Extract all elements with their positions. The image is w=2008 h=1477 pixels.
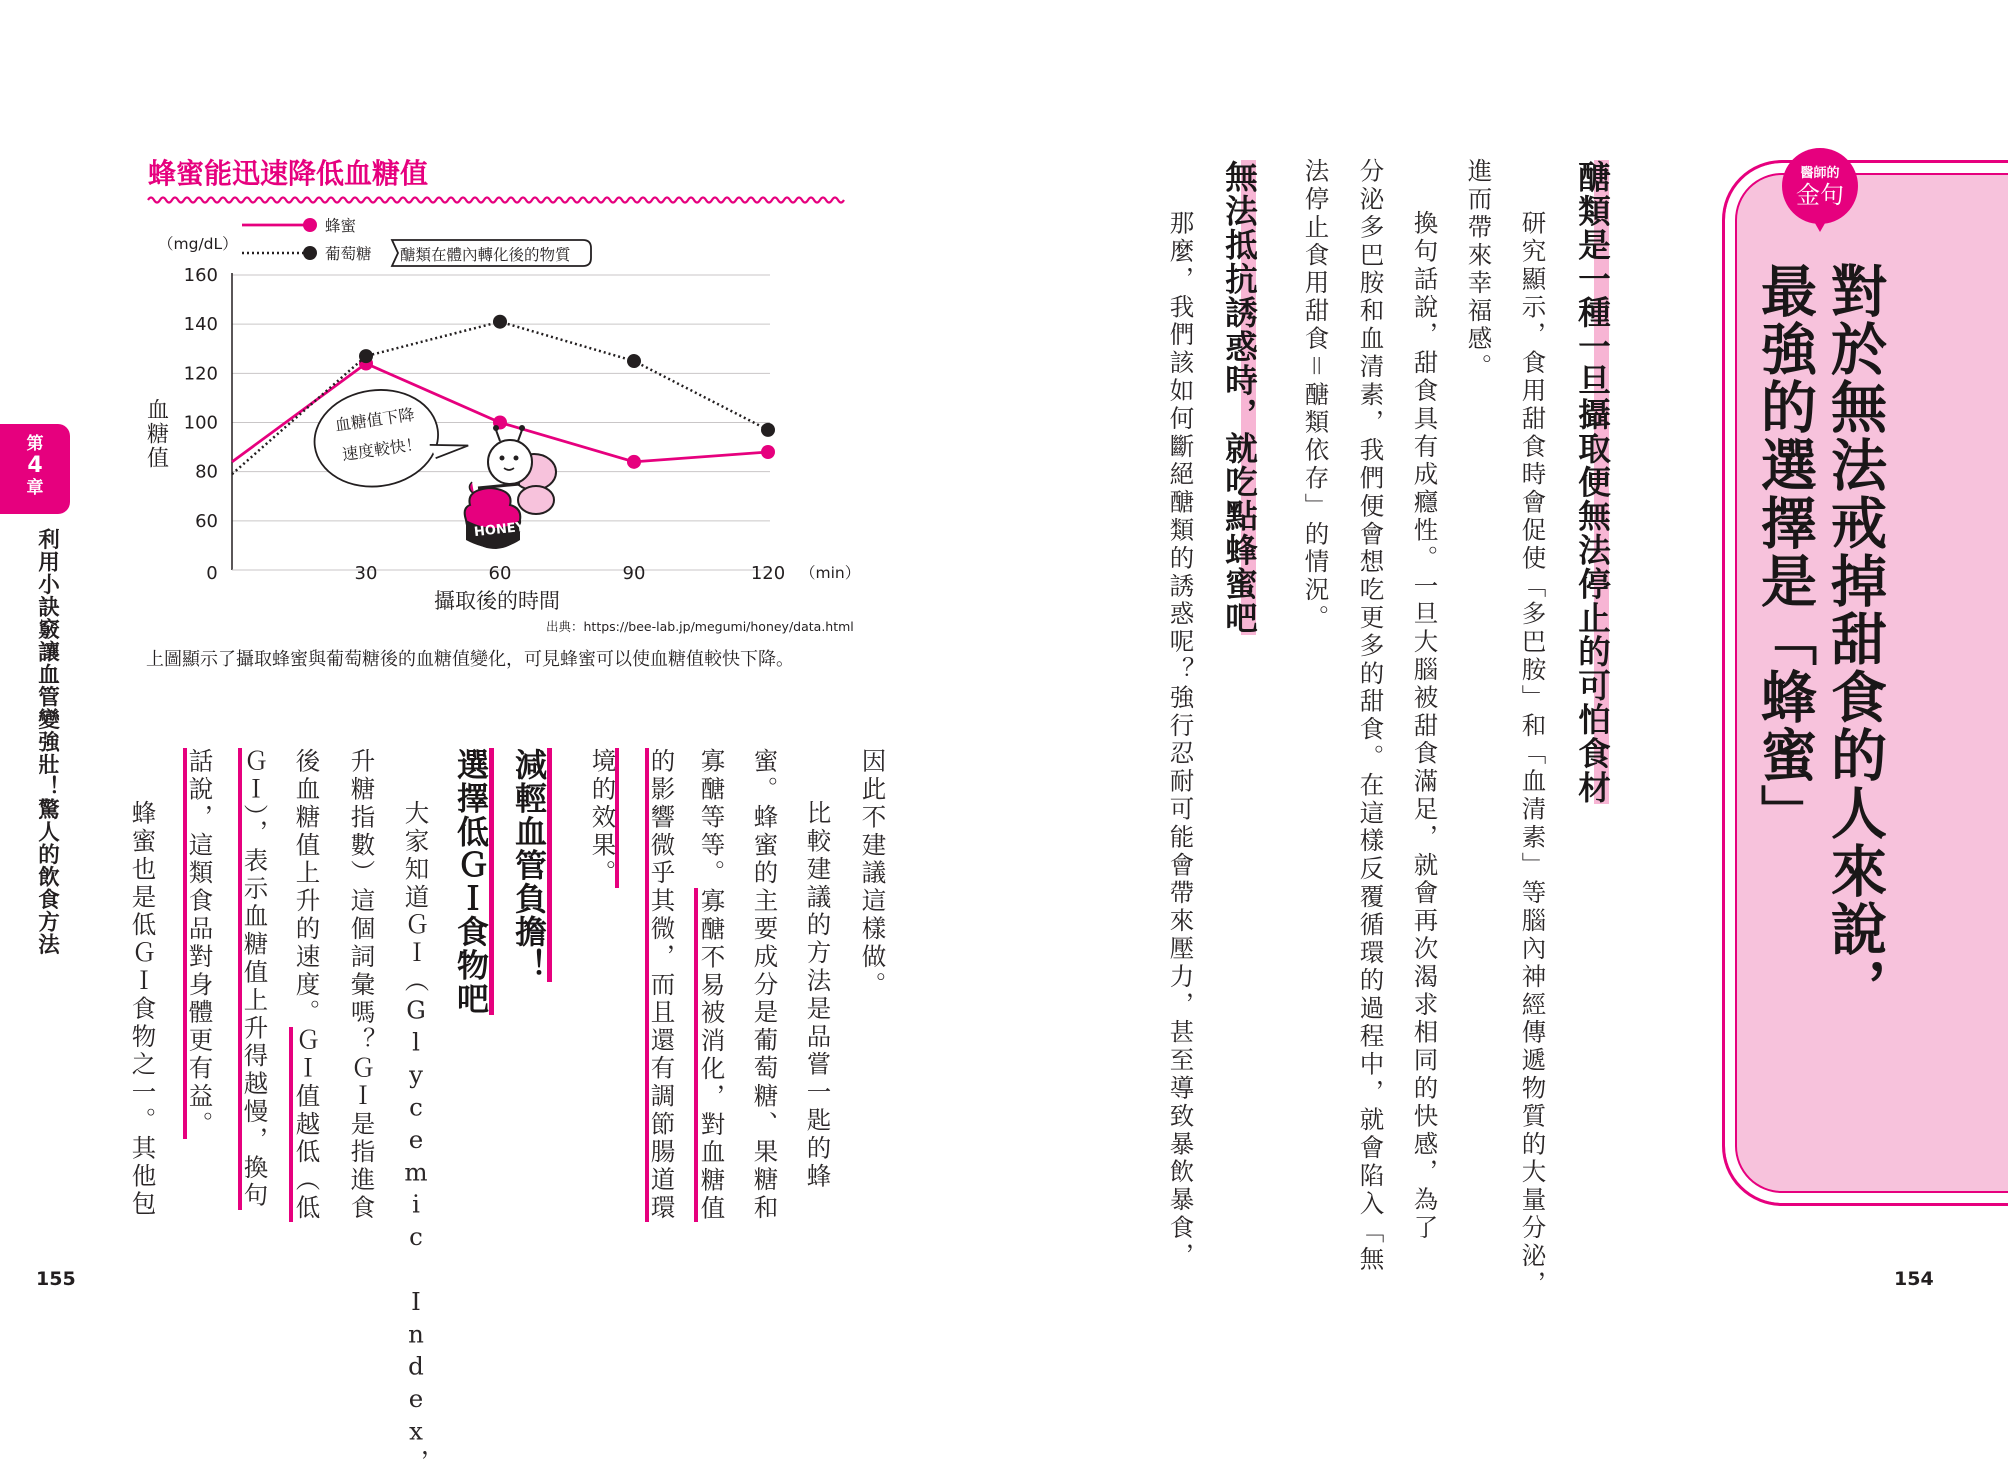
data-point-honey — [761, 445, 775, 459]
left-body-col-3: 蜜。蜂蜜的主要成分是葡萄糖、果糖和 — [750, 748, 780, 1223]
left-body-col-7: 大家知道ＧＩ（Glycemic Index， — [401, 800, 431, 1477]
annotation-line2: 速度較快！ — [340, 434, 423, 465]
x-tick-label: 30 — [354, 563, 378, 584]
annotation-bubble — [308, 378, 472, 494]
left-heading-line-2: 選擇低ＧＩ食物吧 — [455, 748, 494, 1015]
y-tick-label: 100 — [183, 412, 218, 434]
right-heading-2: 無法抵抗誘惑時，就吃點蜂蜜吧 — [1220, 160, 1259, 635]
left-body-col-8: 升糖指數）這個詞彙嗎？ＧＩ是指進食 — [347, 748, 377, 1223]
chapter-title: 利用小訣竅讓血管變強壯！驚人的飲食方法 — [34, 528, 60, 956]
left-body-col-4 — [697, 748, 727, 1223]
x-tick-label: 0 — [206, 563, 218, 584]
legend-glucose-label: 葡萄糖 — [325, 245, 372, 263]
data-point-glucose — [359, 349, 373, 363]
right-body-col-5: 法停止食用甜食＝醣類依存」的情況。 — [1301, 158, 1331, 633]
right-page-number: 154 — [1894, 1268, 1934, 1290]
quote-line-2: 最強的選擇是「蜂蜜」 — [1752, 262, 1817, 842]
quote-badge — [1782, 148, 1858, 224]
annotation-line1: 血糖值下降 — [333, 404, 416, 435]
right-body-col-1: 研究顯示，食用甜食時會促使「多巴胺」和「血清素」等腦內神經傳遞物質的大量分泌， — [1518, 210, 1548, 1299]
left-heading-line-1: 減輕血管負擔！ — [513, 748, 552, 982]
data-point-honey — [627, 455, 641, 469]
data-point-glucose — [761, 423, 775, 437]
x-tick-label: 120 — [750, 563, 786, 584]
right-body-col-3: 換句話說，甜食具有成癮性。一旦大腦被甜食滿足，就會再次渴求相同的快感，為了 — [1410, 210, 1440, 1243]
chart-caption: 上圖顯示了攝取蜂蜜與葡萄糖後的血糖值變化，可見蜂蜜可以使血糖值較快下降。 — [146, 649, 794, 670]
y-tick-label: 160 — [183, 265, 218, 286]
y-tick-label: 60 — [195, 510, 218, 532]
x-tick-label: 60 — [488, 563, 512, 584]
title-wavy-underline — [148, 198, 844, 203]
left-body-col-9b-highlight: ＧＩ值越低（低 — [289, 1027, 322, 1222]
left-body-col-1: 因此不建議這樣做。 — [858, 748, 888, 1000]
y-tick-label: 120 — [183, 363, 218, 385]
right-body-col-2: 進而帶來幸福感。 — [1464, 158, 1494, 382]
y-tick-label: 140 — [183, 314, 218, 336]
chapter-tab-number: 4 — [27, 453, 43, 478]
blood-sugar-chart — [0, 0, 860, 680]
legend-glucose-marker — [303, 246, 317, 260]
x-unit-label: （min） — [800, 564, 860, 582]
chart-source: 出典：https://bee-lab.jp/megumi/honey/data.html — [546, 619, 854, 634]
left-body-col-11: 話說，這類食品對身體更有益。 — [183, 748, 212, 1139]
left-body-col-6: 境的效果。 — [588, 748, 618, 888]
legend-note-text: 醣類在體內轉化後的物質 — [400, 246, 571, 264]
chapter-tab-prefix: 第 — [26, 434, 44, 454]
quote-badge-top: 醫師的 — [1800, 166, 1840, 181]
y-axis-label: 血糖值 — [143, 398, 169, 470]
x-tick-label: 90 — [622, 563, 646, 584]
quote-line-1: 對於無法戒掉甜食的人來說， — [1822, 262, 1887, 1016]
left-body-col-9a: 後血糖值上升的速度。 — [292, 748, 322, 1027]
legend-honey-marker — [303, 218, 317, 232]
y-tick-label: 80 — [195, 461, 218, 483]
left-body-col-4b-highlight: 寡醣不易被消化，對血糖值 — [694, 888, 727, 1223]
legend-honey-label: 蜂蜜 — [325, 217, 357, 235]
data-point-glucose — [627, 354, 641, 368]
quote-badge-tail — [1812, 218, 1828, 232]
x-axis-label: 攝取後的時間 — [434, 589, 560, 613]
left-body-col-12: 蜂蜜也是低ＧＩ食物之一。其他包 — [128, 800, 158, 1219]
left-page-number: 155 — [36, 1268, 76, 1290]
left-body-col-5: 的影響微乎其微，而且還有調節腸道環 — [645, 748, 674, 1222]
left-body-col-10: ＧＩ），表示血糖值上升得越慢，換句 — [238, 748, 267, 1210]
x-ticks — [206, 563, 785, 584]
left-body-col-9 — [292, 748, 322, 1223]
bee-honey-pot-illustration — [465, 425, 556, 548]
right-body-col-4: 分泌多巴胺和血清素，我們便會想吃更多的甜食。在這樣反覆循環的過程中，就會陷入「無 — [1356, 158, 1386, 1274]
y-unit-label: （mg/dL） — [158, 235, 238, 253]
right-heading-1: 醣類是一種一旦攝取便無法停止的可怕食材 — [1573, 160, 1612, 805]
data-point-glucose — [493, 315, 507, 329]
chart-title: 蜂蜜能迅速降低血糖值 — [148, 157, 429, 190]
left-body-col-4a: 寡醣等等。 — [697, 748, 727, 888]
honey-pot-label: HONEY — [473, 519, 526, 541]
chapter-tab-suffix: 章 — [26, 478, 44, 498]
quote-badge-bottom: 金句 — [1796, 181, 1844, 209]
right-body-col-6: 那麼，我們該如何斷絕醣類的誘惑呢？強行忍耐可能會帶來壓力，甚至導致暴飲暴食， — [1166, 210, 1196, 1271]
left-body-col-2: 比較建議的方法是品嘗一匙的蜂 — [803, 800, 833, 1191]
y-ticks — [184, 265, 218, 532]
